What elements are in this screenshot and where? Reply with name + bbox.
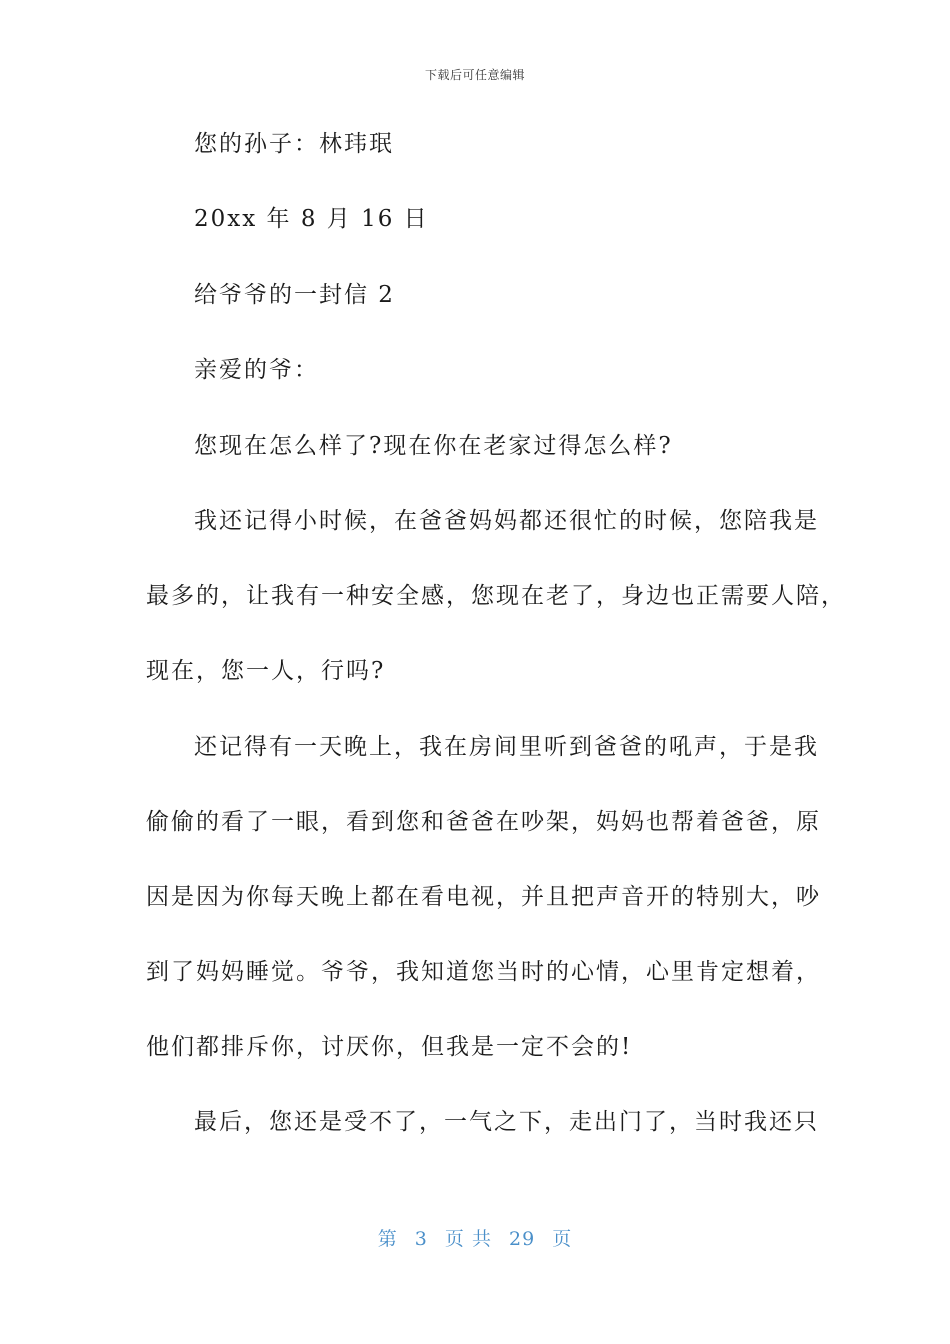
footer-middle: 页 共 [444,1228,492,1250]
paragraph-line: 现在，您一人，行吗? [146,658,386,684]
signature-line: 您的孙子：林玮珉 [194,131,394,157]
footer-suffix: 页 [552,1228,573,1250]
paragraph-line: 您现在怎么样了?现在你在老家过得怎么样? [194,433,673,459]
page-header: 下载后可任意编辑 [424,68,525,82]
total-page-count: 29 [509,1228,536,1250]
current-page-number: 3 [414,1228,428,1250]
paragraph-line: 他们都排斥你，讨厌你，但我是一定不会的! [146,1034,633,1060]
paragraph-line: 我还记得小时候，在爸爸妈妈都还很忙的时候，您陪我是 [194,508,819,534]
paragraph-line: 还记得有一天晚上，我在房间里听到爸爸的吼声，于是我 [194,734,819,760]
paragraph-line: 最后，您还是受不了，一气之下，走出门了，当时我还只 [194,1109,819,1135]
letter-title: 给爷爷的一封信 2 [194,282,395,308]
page-footer [0,1224,950,1251]
paragraph-line: 因是因为你每天晚上都在看电视，并且把声音开的特别大，吵 [146,884,821,910]
paragraph-line: 到了妈妈睡觉。爷爷，我知道您当时的心情，心里肯定想着， [146,959,821,985]
footer-prefix: 第 [377,1228,398,1250]
date-line: 20xx 年 8 月 16 日 [194,206,429,232]
paragraph-line: 偷偷的看了一眼，看到您和爸爸在吵架，妈妈也帮着爸爸，原 [146,809,821,835]
paragraph-line: 最多的，让我有一种安全感，您现在老了，身边也正需要人陪， [146,583,846,609]
salutation: 亲爱的爷： [194,357,319,383]
